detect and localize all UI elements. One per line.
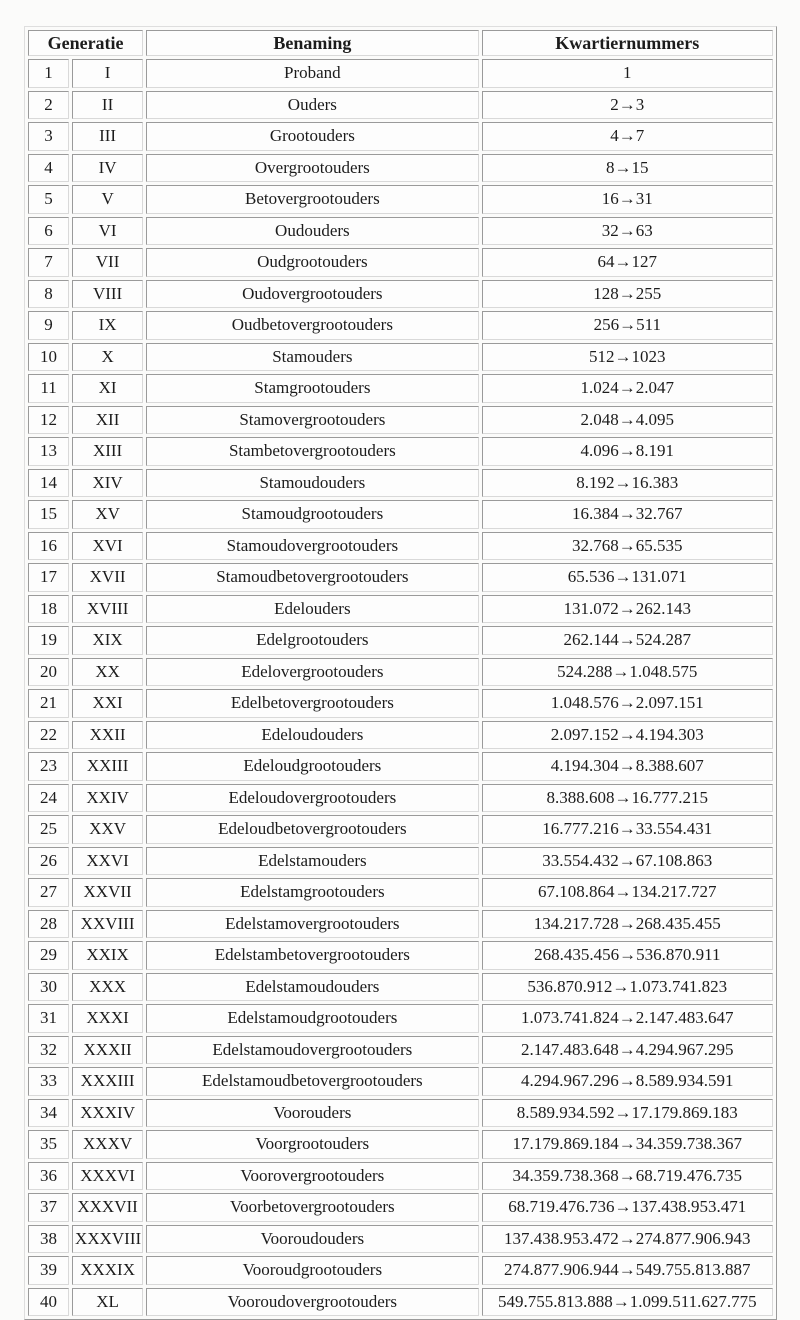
benaming-cell: Edeloudouders	[146, 721, 478, 750]
generation-number-cell: 22	[28, 721, 69, 750]
kwartiernummers-cell: 1.048.576→2.097.151	[482, 689, 773, 718]
generation-roman-cell: V	[72, 185, 143, 214]
generation-roman-cell: XXX	[72, 973, 143, 1002]
generation-number-cell: 17	[28, 563, 69, 592]
generation-number-cell: 25	[28, 815, 69, 844]
kwartiernummers-cell: 67.108.864→134.217.727	[482, 878, 773, 907]
generation-number-cell: 38	[28, 1225, 69, 1254]
benaming-cell: Edelovergrootouders	[146, 658, 478, 687]
generation-roman-cell: XIII	[72, 437, 143, 466]
generation-number-cell: 34	[28, 1099, 69, 1128]
kwartiernummers-cell: 274.877.906.944→549.755.813.887	[482, 1256, 773, 1285]
benaming-cell: Edeloudbetovergrootouders	[146, 815, 478, 844]
table-row	[28, 878, 773, 907]
generation-number-cell: 39	[28, 1256, 69, 1285]
benaming-cell: Edeloudovergrootouders	[146, 784, 478, 813]
table-row	[28, 469, 773, 498]
kwartiernummers-cell: 4.194.304→8.388.607	[482, 752, 773, 781]
generation-roman-cell: XXXVIII	[72, 1225, 143, 1254]
benaming-cell: Oudovergrootouders	[146, 280, 478, 309]
kwartiernummers-cell: 34.359.738.368→68.719.476.735	[482, 1162, 773, 1191]
generation-number-cell: 6	[28, 217, 69, 246]
kwartiernummers-cell: 1.024→2.047	[482, 374, 773, 403]
generation-number-cell: 26	[28, 847, 69, 876]
benaming-cell: Edelstamoudouders	[146, 973, 478, 1002]
generation-roman-cell: XL	[72, 1288, 143, 1317]
table-row	[28, 910, 773, 939]
kwartiernummers-cell: 8→15	[482, 154, 773, 183]
kwartiernummers-cell: 16.777.216→33.554.431	[482, 815, 773, 844]
generation-number-cell: 12	[28, 406, 69, 435]
kwartiernummers-cell: 2.097.152→4.194.303	[482, 721, 773, 750]
benaming-cell: Stamovergrootouders	[146, 406, 478, 435]
generation-roman-cell: XXXIV	[72, 1099, 143, 1128]
generation-roman-cell: XXXII	[72, 1036, 143, 1065]
generation-number-cell: 20	[28, 658, 69, 687]
generation-number-cell: 24	[28, 784, 69, 813]
table-row	[28, 59, 773, 88]
table-row	[28, 343, 773, 372]
benaming-cell: Stamoudgrootouders	[146, 500, 478, 529]
generation-number-cell: 7	[28, 248, 69, 277]
generation-number-cell: 19	[28, 626, 69, 655]
generation-roman-cell: XXXVII	[72, 1193, 143, 1222]
kwartiernummers-cell: 4→7	[482, 122, 773, 151]
generation-roman-cell: XII	[72, 406, 143, 435]
kwartierstaat-table	[24, 26, 777, 1320]
kwartiernummers-cell: 256→511	[482, 311, 773, 340]
generation-number-cell: 33	[28, 1067, 69, 1096]
kwartiernummers-cell: 2.147.483.648→4.294.967.295	[482, 1036, 773, 1065]
kwartiernummers-cell: 65.536→131.071	[482, 563, 773, 592]
kwartiernummers-cell: 128→255	[482, 280, 773, 309]
kwartiernummers-cell: 131.072→262.143	[482, 595, 773, 624]
table-row	[28, 1036, 773, 1065]
generation-roman-cell: XXVII	[72, 878, 143, 907]
column-header-kwartiernummers: Kwartiernummers	[482, 30, 773, 56]
table-row	[28, 1256, 773, 1285]
table-row	[28, 154, 773, 183]
kwartiernummers-cell: 1.073.741.824→2.147.483.647	[482, 1004, 773, 1033]
benaming-cell: Stamoudbetovergrootouders	[146, 563, 478, 592]
generation-roman-cell: XIX	[72, 626, 143, 655]
generation-roman-cell: XXIX	[72, 941, 143, 970]
benaming-cell: Stamoudovergrootouders	[146, 532, 478, 561]
generation-roman-cell: XXIV	[72, 784, 143, 813]
table-row	[28, 784, 773, 813]
table-row	[28, 311, 773, 340]
kwartiernummers-cell: 8.388.608→16.777.215	[482, 784, 773, 813]
benaming-cell: Oudbetovergrootouders	[146, 311, 478, 340]
kwartiernummers-cell: 134.217.728→268.435.455	[482, 910, 773, 939]
generation-number-cell: 13	[28, 437, 69, 466]
table-row	[28, 185, 773, 214]
header-row	[28, 30, 773, 56]
benaming-cell: Edelbetovergrootouders	[146, 689, 478, 718]
generation-roman-cell: XI	[72, 374, 143, 403]
benaming-cell: Vooroudovergrootouders	[146, 1288, 478, 1317]
table-row	[28, 1067, 773, 1096]
generation-number-cell: 23	[28, 752, 69, 781]
generation-number-cell: 18	[28, 595, 69, 624]
generation-number-cell: 29	[28, 941, 69, 970]
generation-roman-cell: XXI	[72, 689, 143, 718]
table-row	[28, 248, 773, 277]
column-header-generatie: Generatie	[28, 30, 143, 56]
kwartiernummers-cell: 1	[482, 59, 773, 88]
generation-number-cell: 36	[28, 1162, 69, 1191]
generation-roman-cell: XXVIII	[72, 910, 143, 939]
generation-roman-cell: X	[72, 343, 143, 372]
benaming-cell: Stamoudouders	[146, 469, 478, 498]
kwartiernummers-cell: 549.755.813.888→1.099.511.627.775	[482, 1288, 773, 1317]
kwartiernummers-cell: 64→127	[482, 248, 773, 277]
generation-roman-cell: XX	[72, 658, 143, 687]
table-row	[28, 1130, 773, 1159]
benaming-cell: Edelouders	[146, 595, 478, 624]
generation-roman-cell: XXXIX	[72, 1256, 143, 1285]
generation-roman-cell: XXVI	[72, 847, 143, 876]
kwartiernummers-cell: 32.768→65.535	[482, 532, 773, 561]
table-row	[28, 752, 773, 781]
benaming-cell: Edelstamovergrootouders	[146, 910, 478, 939]
generation-number-cell: 30	[28, 973, 69, 1002]
table-row	[28, 217, 773, 246]
table-row	[28, 1288, 773, 1317]
kwartiernummers-cell: 262.144→524.287	[482, 626, 773, 655]
generation-roman-cell: XXXVI	[72, 1162, 143, 1191]
kwartiernummers-cell: 4.294.967.296→8.589.934.591	[482, 1067, 773, 1096]
table-row	[28, 563, 773, 592]
generation-roman-cell: IV	[72, 154, 143, 183]
benaming-cell: Voorovergrootouders	[146, 1162, 478, 1191]
kwartiernummers-cell: 16→31	[482, 185, 773, 214]
benaming-cell: Voorbetovergrootouders	[146, 1193, 478, 1222]
table-row	[28, 1193, 773, 1222]
generation-number-cell: 31	[28, 1004, 69, 1033]
table-row	[28, 91, 773, 120]
table-row	[28, 941, 773, 970]
generation-number-cell: 27	[28, 878, 69, 907]
benaming-cell: Stamouders	[146, 343, 478, 372]
table-row	[28, 1004, 773, 1033]
kwartiernummers-cell: 4.096→8.191	[482, 437, 773, 466]
table-row	[28, 1225, 773, 1254]
table-row	[28, 689, 773, 718]
benaming-cell: Stambetovergrootouders	[146, 437, 478, 466]
table-row	[28, 374, 773, 403]
kwartiernummers-cell: 512→1023	[482, 343, 773, 372]
benaming-cell: Voorgrootouders	[146, 1130, 478, 1159]
kwartiernummers-cell: 2.048→4.095	[482, 406, 773, 435]
table-row	[28, 532, 773, 561]
table-row	[28, 1099, 773, 1128]
table-row	[28, 815, 773, 844]
kwartiernummers-cell: 2→3	[482, 91, 773, 120]
benaming-cell: Vooroudouders	[146, 1225, 478, 1254]
generation-roman-cell: II	[72, 91, 143, 120]
generation-number-cell: 3	[28, 122, 69, 151]
generation-roman-cell: VIII	[72, 280, 143, 309]
kwartiernummers-cell: 268.435.456→536.870.911	[482, 941, 773, 970]
generation-number-cell: 32	[28, 1036, 69, 1065]
kwartiernummers-cell: 16.384→32.767	[482, 500, 773, 529]
benaming-cell: Edeloudgrootouders	[146, 752, 478, 781]
table-row	[28, 406, 773, 435]
table-row	[28, 437, 773, 466]
generation-roman-cell: IX	[72, 311, 143, 340]
generation-number-cell: 1	[28, 59, 69, 88]
benaming-cell: Stamgrootouders	[146, 374, 478, 403]
generation-roman-cell: XVIII	[72, 595, 143, 624]
generation-number-cell: 40	[28, 1288, 69, 1317]
benaming-cell: Edelstamouders	[146, 847, 478, 876]
generation-number-cell: 35	[28, 1130, 69, 1159]
generation-roman-cell: III	[72, 122, 143, 151]
generation-number-cell: 2	[28, 91, 69, 120]
benaming-cell: Grootouders	[146, 122, 478, 151]
generation-number-cell: 28	[28, 910, 69, 939]
benaming-cell: Voorouders	[146, 1099, 478, 1128]
generation-roman-cell: VII	[72, 248, 143, 277]
table-row	[28, 1162, 773, 1191]
table-row	[28, 122, 773, 151]
table-row	[28, 280, 773, 309]
table-row	[28, 847, 773, 876]
column-header-benaming: Benaming	[146, 30, 478, 56]
benaming-cell: Edelstamoudgrootouders	[146, 1004, 478, 1033]
generation-roman-cell: XIV	[72, 469, 143, 498]
generation-number-cell: 8	[28, 280, 69, 309]
generation-number-cell: 21	[28, 689, 69, 718]
benaming-cell: Edelstamoudovergrootouders	[146, 1036, 478, 1065]
benaming-cell: Betovergrootouders	[146, 185, 478, 214]
table-row	[28, 626, 773, 655]
generation-number-cell: 37	[28, 1193, 69, 1222]
generation-roman-cell: XXXIII	[72, 1067, 143, 1096]
benaming-cell: Edelgrootouders	[146, 626, 478, 655]
benaming-cell: Oudgrootouders	[146, 248, 478, 277]
generation-number-cell: 10	[28, 343, 69, 372]
benaming-cell: Overgrootouders	[146, 154, 478, 183]
table-row	[28, 658, 773, 687]
table-row	[28, 500, 773, 529]
benaming-cell: Edelstambetovergrootouders	[146, 941, 478, 970]
benaming-cell: Vooroudgrootouders	[146, 1256, 478, 1285]
generation-roman-cell: XXXI	[72, 1004, 143, 1033]
generation-number-cell: 9	[28, 311, 69, 340]
benaming-cell: Edelstamoudbetovergrootouders	[146, 1067, 478, 1096]
generation-roman-cell: XVI	[72, 532, 143, 561]
benaming-cell: Ouders	[146, 91, 478, 120]
generation-roman-cell: XXXV	[72, 1130, 143, 1159]
generation-number-cell: 4	[28, 154, 69, 183]
kwartiernummers-cell: 8.589.934.592→17.179.869.183	[482, 1099, 773, 1128]
generation-roman-cell: XV	[72, 500, 143, 529]
kwartiernummers-cell: 32→63	[482, 217, 773, 246]
generation-number-cell: 5	[28, 185, 69, 214]
kwartiernummers-cell: 536.870.912→1.073.741.823	[482, 973, 773, 1002]
benaming-cell: Oudouders	[146, 217, 478, 246]
benaming-cell: Proband	[146, 59, 478, 88]
kwartiernummers-cell: 8.192→16.383	[482, 469, 773, 498]
table-body	[28, 59, 773, 1316]
generation-roman-cell: VI	[72, 217, 143, 246]
table-row	[28, 595, 773, 624]
table-row	[28, 973, 773, 1002]
generation-roman-cell: XVII	[72, 563, 143, 592]
generation-roman-cell: XXV	[72, 815, 143, 844]
generation-roman-cell: XXII	[72, 721, 143, 750]
benaming-cell: Edelstamgrootouders	[146, 878, 478, 907]
generation-number-cell: 15	[28, 500, 69, 529]
generation-roman-cell: XXIII	[72, 752, 143, 781]
generation-number-cell: 16	[28, 532, 69, 561]
generation-roman-cell: I	[72, 59, 143, 88]
kwartiernummers-cell: 137.438.953.472→274.877.906.943	[482, 1225, 773, 1254]
generation-number-cell: 14	[28, 469, 69, 498]
generation-number-cell: 11	[28, 374, 69, 403]
kwartiernummers-cell: 17.179.869.184→34.359.738.367	[482, 1130, 773, 1159]
kwartiernummers-cell: 33.554.432→67.108.863	[482, 847, 773, 876]
table-row	[28, 721, 773, 750]
kwartiernummers-cell: 524.288→1.048.575	[482, 658, 773, 687]
kwartiernummers-cell: 68.719.476.736→137.438.953.471	[482, 1193, 773, 1222]
table-header	[28, 30, 773, 56]
